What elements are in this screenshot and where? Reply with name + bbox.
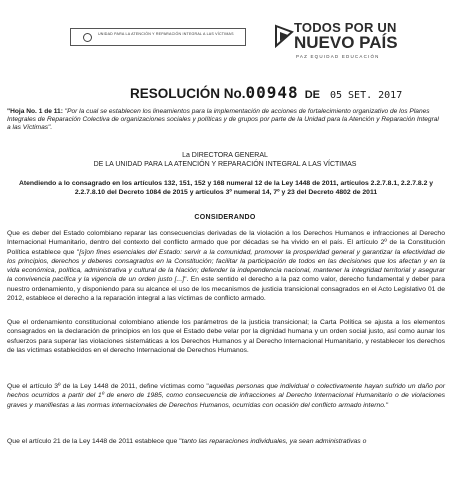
- resolution-de: DE: [304, 89, 320, 101]
- considerando-paragraph-2: Que el ordenamiento constitucional colombiano atiende los parámetros de la justicia transicional; la Carta Política se ajusta a los elementos consagrados en la declaración de principios en los que el Estado debe velar por la dignidad humana y un orden social justo, así como aunar los esfuerzos para superar las violaciones sistemáticas a los Derechos Humanos y al Derecho Internacional Humanitario, y restablecer los derechos de las víctimas establecidos en el derecho Internacional de Derechos Humanos.: [7, 319, 445, 354]
- sheet-subject: [7, 108, 443, 132]
- entity-name-small: UNIDAD PARA LA ATENCIÓN Y REPARACIÓN INTEGRAL A LAS VÍCTIMAS: [98, 32, 234, 36]
- paragraph-text: Que el artículo 3º de la Ley 1448 de 2011, define víctimas como ": [7, 383, 209, 390]
- entity-header-box: [70, 28, 246, 46]
- sheet-text: "Por la cual se establecen los lineamientos para la implementación de acciones de fortalecimiento organizativo de los Planes Integrales de Reparación Colectiva de organizaciones sociales y políticas y de grupos por parte de la Unidad para la Atención y Reparación Integral a las Víctimas".: [7, 108, 439, 131]
- resolution-date: 05 SET. 2017: [329, 90, 403, 101]
- considerando-paragraph-1: [7, 229, 445, 303]
- resolution-label: RESOLUCIÓN No.: [130, 86, 246, 101]
- considerando-paragraph-3: [7, 382, 445, 410]
- paragraph-quote: aquellas personas que individual o colectivamente hayan sufrido un daño por hechos ocurridos a partir del 1º de enero de 1985, como consecuencia de infracciones al Derecho Internacional Humanitario o de violaciones graves y manifiestas a las normas internacionales de Derechos Humanos, ocurridas con ocasión del conflicto armado interno.: [7, 383, 445, 409]
- paragraph-quote: tanto las reparaciones individuales, ya sean administrativas o: [181, 438, 367, 445]
- issuer-entity: DE LA UNIDAD PARA LA ATENCIÓN Y REPARACIÓN INTEGRAL A LAS VÍCTIMAS: [93, 160, 357, 168]
- paragraph-text: ": [385, 401, 389, 409]
- section-heading-considerando: CONSIDERANDO: [194, 214, 256, 221]
- logo-line-2: NUEVO PAÍS: [294, 33, 398, 52]
- paragraph-text: Que el artículo 21 de la Ley 1448 de 2011 establece que ": [7, 438, 182, 445]
- logo-mark-icon: [274, 24, 294, 48]
- sheet-label: "Hoja No. 1 de 11:: [7, 108, 63, 115]
- coat-of-arms-icon: [83, 33, 92, 42]
- issuer-title: La DIRECTORA GENERAL: [182, 152, 268, 159]
- legal-basis: Atendiendo a lo consagrado en los artículos 132, 151, 152 y 168 numeral 12 de la Ley 1448 de 2011, artículos 2.2.7.8.1, 2.2.7.8.2 y 2.2.7.8.10 del Decreto 1084 de 2015 y artículos 3º numeral 14, 7º y 23 del Decreto 4802 de 2011: [18, 180, 434, 196]
- resolution-number: 00948: [245, 83, 299, 102]
- paragraph-text: ". En este sentido el derecho a la paz como valor, derecho fundamental y deber para nuestro ordenamiento, y disponiendo para su alcance el uso de los mecanismos de justicia transicional consagrados en el Acto Legislativo 01 de 2012, establece el derecho a la reparación integral a las víctimas de conflicto armado.: [7, 276, 446, 303]
- considerando-paragraph-4: [7, 437, 445, 446]
- issuer-block: [0, 152, 450, 169]
- paragraph-text: Que es deber del Estado colombiano reparar las consecuencias derivadas de la violación a los Derechos Humanos e infracciones al Derecho Internacional Humanitario, dentro del contexto del conflicto armado que por décadas se ha vivido en el país. El artículo 2º de la Constitución Política establece que ": [7, 230, 445, 256]
- paragraph-quote: [s]on fines esenciales del Estado: servir a la comunidad, promover la prosperidad general y garantizar la efectividad de los principios, derechos y deberes consagrados en la Constitución; facilitar la participación de todos en las decisiones que los afectan y en la vida económica, política, administrativa y cultural de la Nación; defender la independencia nacional, mantener la integridad territorial y asegurar la convivencia pacífica y la vigencia de un orden justo [...]: [7, 248, 445, 284]
- logo-line-1: TODOS POR UN: [294, 20, 397, 35]
- logo-tagline: PAZ EQUIDAD EDUCACIÓN: [296, 54, 380, 59]
- resolution-heading: [130, 83, 450, 103]
- todos-por-un-nuevo-pais-logo: [256, 20, 436, 72]
